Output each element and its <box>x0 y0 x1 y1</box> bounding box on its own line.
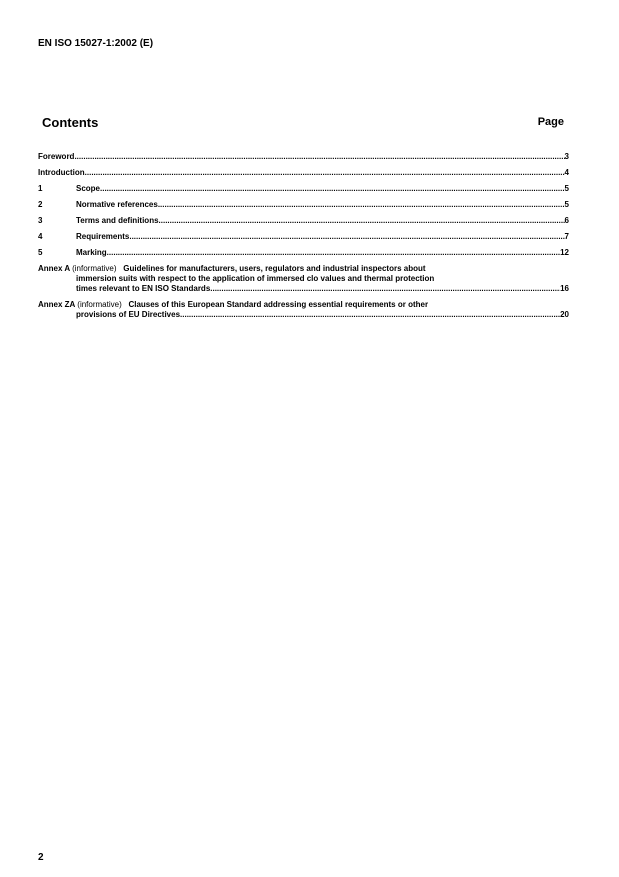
page-column-heading: Page <box>537 116 564 128</box>
dot-leader <box>129 232 564 242</box>
toc-entry-title: Scope <box>76 184 101 193</box>
annex-title-line: Clauses of this European Standard addressing essential requirements or other <box>128 300 429 309</box>
annex-title-line: times relevant to EN ISO Standards <box>76 284 211 293</box>
toc-entry-number: 3 <box>38 216 43 225</box>
toc-entry-page: 3 <box>564 152 569 161</box>
toc-entry-title: Foreword <box>38 152 75 161</box>
toc-entry-number: 2 <box>38 200 43 209</box>
dot-leader <box>107 248 560 258</box>
annex-title-line: immersion suits with respect to the application of immersed clo values and thermal protection <box>76 274 435 283</box>
toc-entry-page: 5 <box>564 184 569 193</box>
annex-label: Annex ZA <box>38 300 76 309</box>
toc-entry-number: 4 <box>38 232 43 241</box>
toc-entry-title: Terms and definitions <box>76 216 159 225</box>
page-number: 2 <box>38 852 44 863</box>
annex-title-continuation <box>38 274 569 284</box>
toc-entry-title: Requirements <box>76 232 130 241</box>
toc-entry-page: 4 <box>564 168 569 177</box>
dot-leader <box>158 200 565 210</box>
annex-label: Annex A <box>38 264 70 273</box>
dot-leader <box>74 152 564 162</box>
toc-entry-title: Introduction <box>38 168 85 177</box>
toc-entry-annex-a[interactable] <box>38 264 569 294</box>
toc-entry-page: 6 <box>564 216 569 225</box>
toc-entry-title: Marking <box>76 248 107 257</box>
toc-entry-foreword[interactable] <box>38 152 569 162</box>
toc-entry-page: 16 <box>560 284 569 293</box>
toc-entry-page: 5 <box>564 200 569 209</box>
table-of-contents <box>38 152 569 326</box>
toc-entry-page: 20 <box>560 310 569 319</box>
toc-entry-marking[interactable] <box>38 248 569 258</box>
toc-entry-requirements[interactable] <box>38 232 569 242</box>
annex-title-line: provisions of EU Directives. <box>76 310 183 319</box>
toc-entry-title: Normative references <box>76 200 158 209</box>
annex-title-continuation <box>38 310 569 320</box>
toc-entry-terms-and-definitions[interactable] <box>38 216 569 226</box>
annex-title-continuation <box>38 284 569 294</box>
contents-title: Contents <box>42 115 99 130</box>
toc-entry-number: 1 <box>38 184 43 193</box>
dot-leader <box>85 168 565 178</box>
toc-entry-introduction[interactable] <box>38 168 569 178</box>
annex-type: (informative) <box>72 264 117 273</box>
toc-entry-annex-za[interactable] <box>38 300 569 320</box>
annex-type: (informative) <box>77 300 122 309</box>
toc-entry-normative-references[interactable] <box>38 200 569 210</box>
document-id: EN ISO 15027-1:2002 (E) <box>38 38 154 49</box>
annex-title-line: Guidelines for manufacturers, users, regulators and industrial inspectors about <box>123 264 426 273</box>
toc-entry-page: 7 <box>564 232 569 241</box>
dot-leader <box>210 284 560 294</box>
toc-entry-scope[interactable] <box>38 184 569 194</box>
dot-leader <box>100 184 565 194</box>
toc-entry-number: 5 <box>38 248 43 257</box>
dot-leader <box>159 216 565 226</box>
dot-leader <box>182 310 560 320</box>
toc-entry-page: 12 <box>560 248 569 257</box>
